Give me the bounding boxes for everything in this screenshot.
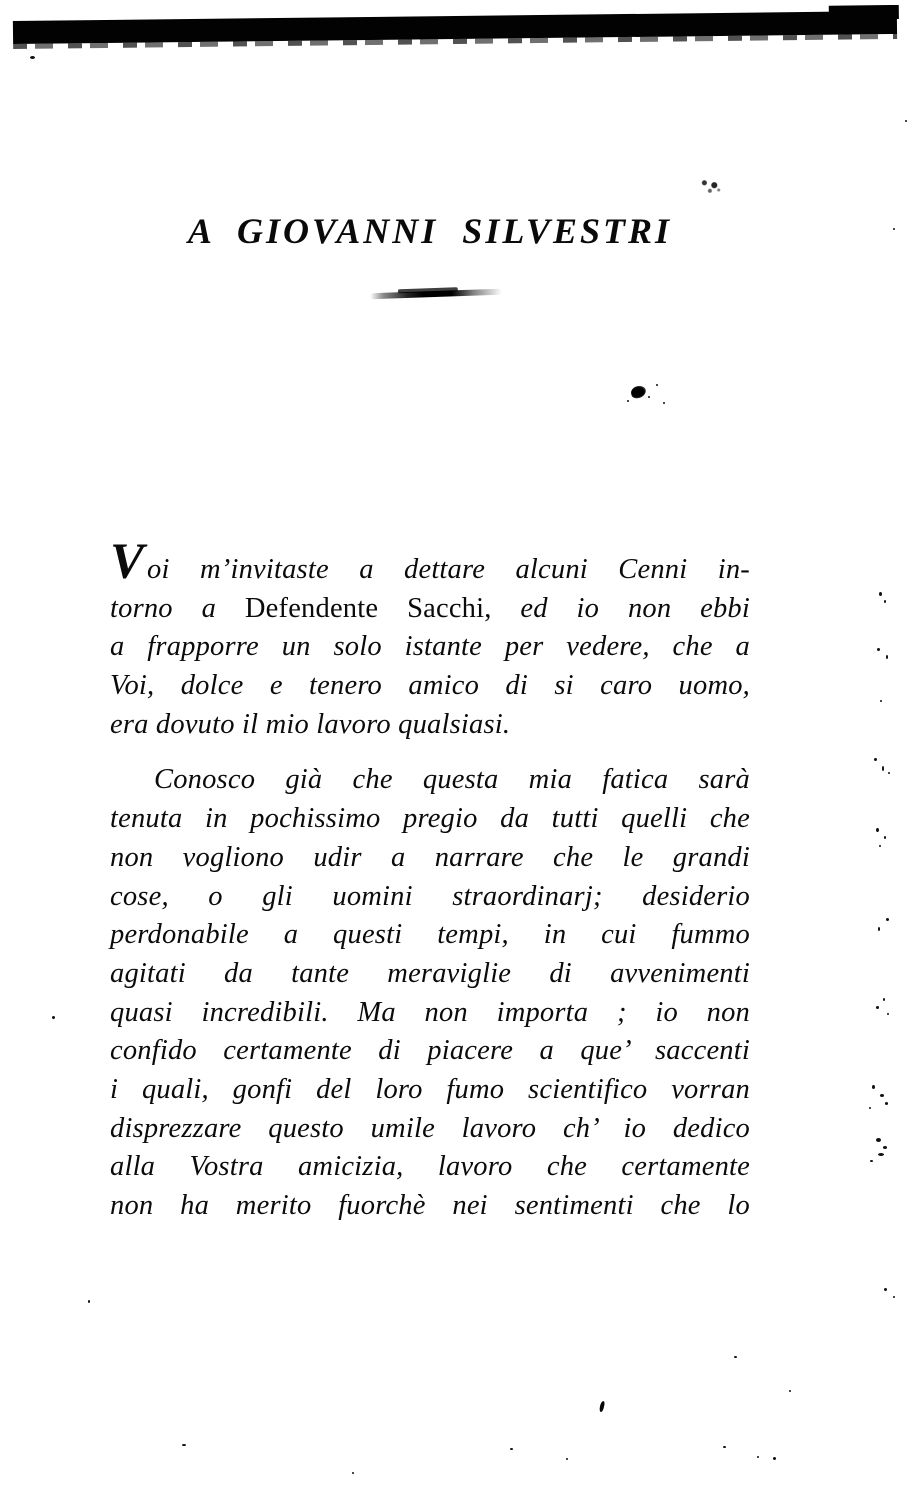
text-line: confido certamente di piacere a que’ saccenti bbox=[110, 1035, 750, 1067]
scan-noise-speck bbox=[882, 766, 884, 771]
text-line: era dovuto il mio lavoro qualsiasi. bbox=[110, 708, 511, 740]
scan-noise-speck bbox=[886, 655, 888, 659]
text-line: Voi, dolce e tenero amico di si caro uomo, bbox=[110, 670, 750, 702]
scan-noise-speck bbox=[878, 1153, 884, 1156]
scan-noise-speck bbox=[566, 1458, 568, 1460]
text-line: non vogliono udir a narrare che le grandi bbox=[110, 841, 750, 873]
scan-noise-speck bbox=[887, 1013, 889, 1015]
text-line: disprezzare questo umile lavoro ch’ io dedico bbox=[110, 1112, 750, 1144]
scan-noise-speck bbox=[905, 120, 907, 122]
scan-noise-speck bbox=[723, 1446, 726, 1448]
text-line: a frapporre un solo istante per vedere, che a bbox=[110, 631, 750, 663]
scan-noise-speck bbox=[656, 384, 658, 386]
text-line: i quali, gonfi del loro fumo scientifico vorran bbox=[110, 1073, 750, 1105]
text-line: alla Vostra amicizia, lavoro che certamente bbox=[110, 1151, 750, 1183]
scan-noise-speck bbox=[884, 836, 886, 839]
text-line bbox=[110, 534, 750, 590]
scan-noise-speck bbox=[888, 772, 890, 774]
dedication-text bbox=[110, 534, 750, 1226]
text-line: tenuta in pochissimo pregio da tutti quelli che bbox=[110, 803, 750, 835]
scan-noise-speck bbox=[182, 1444, 186, 1446]
scan-noise-speck bbox=[878, 927, 880, 931]
scan-noise-speck bbox=[879, 845, 881, 847]
scan-noise-speck bbox=[869, 1107, 871, 1109]
text-line: cose, o gli uomini straordinarj; desiderio bbox=[110, 880, 750, 912]
scan-noise-speck bbox=[789, 1390, 791, 1392]
scan-noise-speck bbox=[352, 1472, 354, 1474]
scan-noise-speck bbox=[663, 402, 665, 404]
paragraph-1 bbox=[110, 534, 750, 744]
scan-noise-speck bbox=[627, 400, 629, 402]
scan-noise-speck bbox=[876, 1138, 881, 1142]
scan-mark bbox=[599, 1401, 605, 1413]
scan-noise-speck bbox=[880, 700, 882, 702]
scan-noise-speck bbox=[30, 56, 35, 59]
text-line: non ha merito fuorchè nei sentimenti che lo bbox=[110, 1190, 750, 1221]
text-line bbox=[110, 590, 750, 629]
scan-noise-speck bbox=[52, 1016, 55, 1019]
page-title: A GIOVANNI SILVESTRI bbox=[187, 211, 673, 251]
decorative-rule bbox=[370, 289, 502, 300]
scan-noise-speck bbox=[874, 758, 877, 761]
scan-gutter-bar bbox=[13, 11, 897, 44]
scan-noise-speck bbox=[773, 1457, 776, 1460]
scan-noise-speck bbox=[880, 1094, 884, 1097]
text-line: quasi incredibili. Ma non importa ; io non bbox=[110, 996, 750, 1028]
scan-noise-speck bbox=[883, 998, 885, 1001]
scan-noise-speck bbox=[648, 396, 650, 398]
scan-noise-speck bbox=[870, 1160, 873, 1162]
scan-noise-speck bbox=[884, 1288, 887, 1291]
scan-noise-speck bbox=[883, 1146, 887, 1149]
ink-blot bbox=[630, 385, 647, 400]
scan-noise-speck bbox=[876, 1006, 879, 1009]
text-line-content: torno a bbox=[110, 592, 245, 624]
proper-name-roman: Defendente Sacchi, bbox=[244, 592, 492, 624]
scan-noise-speck bbox=[879, 592, 882, 596]
scan-noise-speck bbox=[734, 1356, 737, 1358]
text-line: Conosco già che questa mia fatica sarà bbox=[154, 764, 750, 796]
drop-cap-initial: V bbox=[110, 534, 146, 590]
scan-noise-speck bbox=[886, 918, 889, 921]
text-line: agitati da tante meraviglie di avvenimenti bbox=[110, 957, 750, 989]
scan-noise-speck bbox=[876, 828, 879, 832]
scan-noise-speck bbox=[885, 1102, 888, 1105]
scan-noise-speck bbox=[88, 1300, 90, 1303]
scan-noise-speck bbox=[893, 1296, 895, 1298]
scan-noise-speck bbox=[510, 1448, 513, 1450]
text-line-content: oi m’invitaste a dettare alcuni Cenni in- bbox=[147, 554, 750, 585]
paragraph-2 bbox=[110, 761, 750, 1225]
scan-noise-speck bbox=[884, 600, 886, 603]
scan-noise-speck bbox=[757, 1456, 759, 1458]
scan-smudge bbox=[700, 178, 722, 194]
text-line-content: ed io non ebbi bbox=[491, 592, 750, 624]
text-line: perdonabile a questi tempi, in cui fummo bbox=[110, 919, 750, 951]
scan-noise-speck bbox=[872, 1085, 875, 1089]
scan-noise-speck bbox=[893, 228, 895, 230]
scan-noise-speck bbox=[877, 648, 880, 651]
